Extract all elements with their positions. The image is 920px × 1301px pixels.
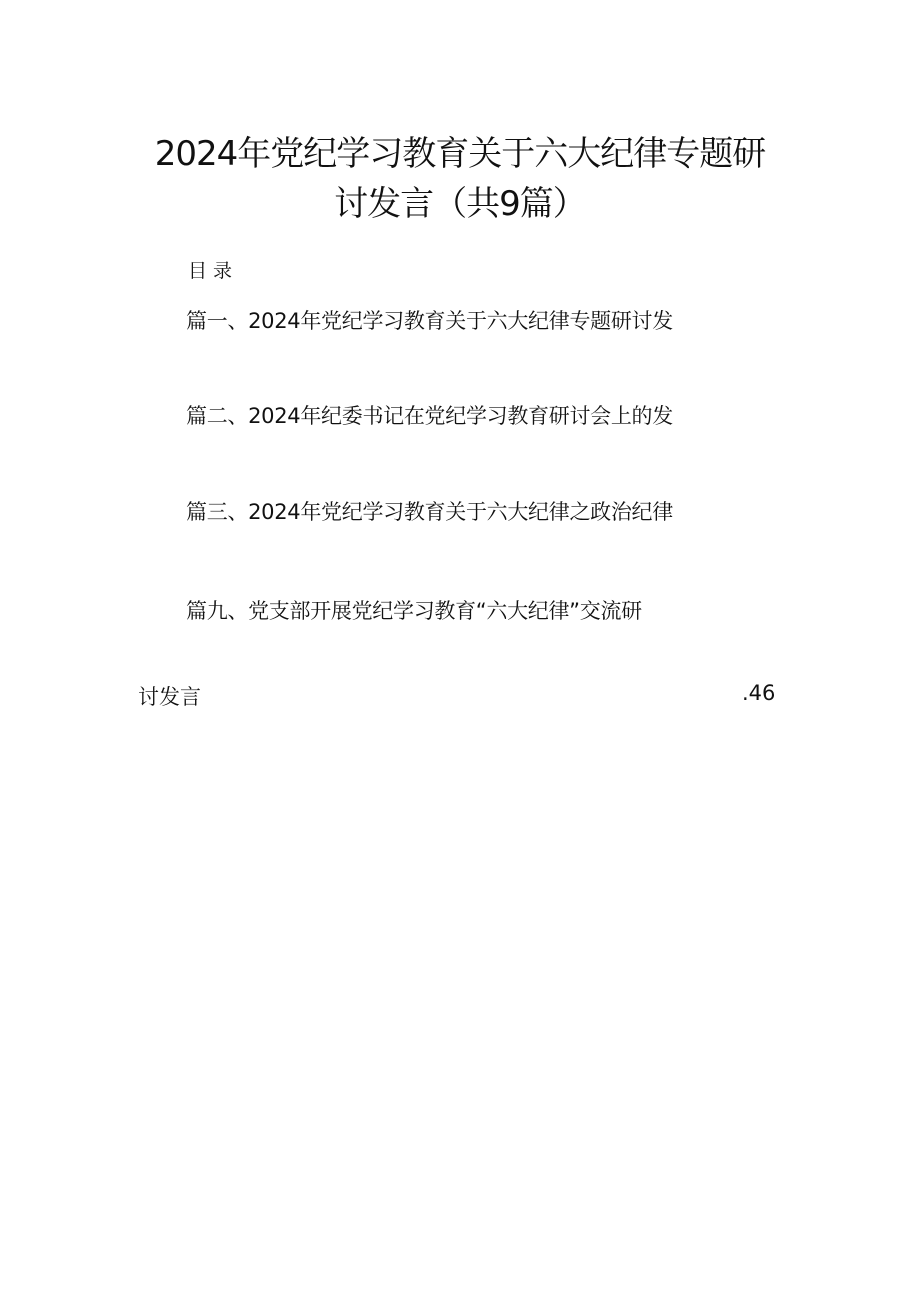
toc-item[interactable]: 篇三、2024年党纪学习教育关于六大纪律之政治纪律: [186, 500, 673, 524]
toc-heading: 目录: [188, 260, 239, 282]
document-title-line-1: 2024年党纪学习教育关于六大纪律专题研: [154, 134, 766, 174]
toc-page-number: .46: [742, 681, 776, 705]
toc-item[interactable]: 篇二、2024年纪委书记在党纪学习教育研讨会上的发: [186, 404, 673, 428]
toc-item[interactable]: 篇一、2024年党纪学习教育关于六大纪律专题研讨发: [186, 309, 673, 333]
document-title-line-2: 讨发言（共9篇）: [334, 184, 586, 224]
toc-item[interactable]: 篇九、党支部开展党纪学习教育“六大纪律”交流研: [186, 599, 642, 623]
toc-item-continuation[interactable]: 讨发言: [138, 685, 201, 709]
